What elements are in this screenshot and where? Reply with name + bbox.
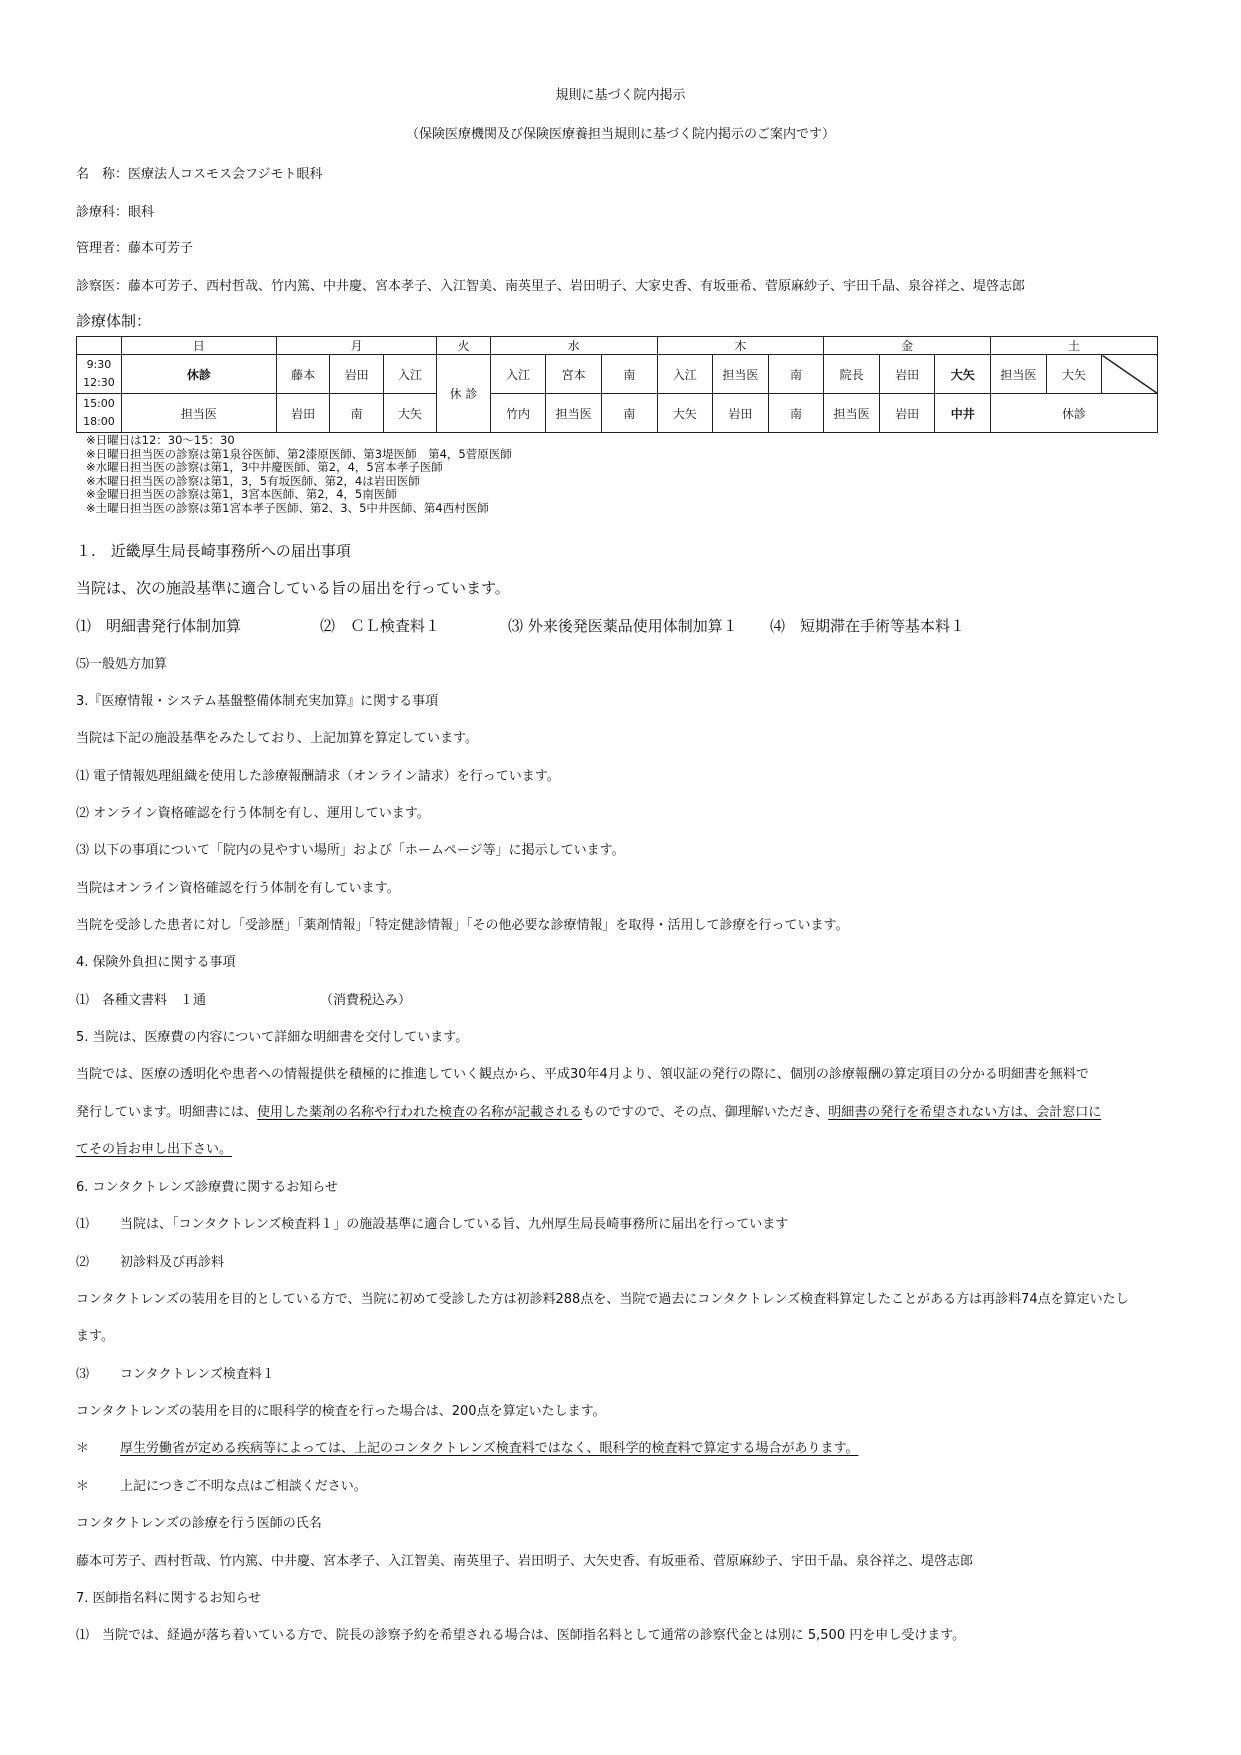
sec6-star-1: 厚生労働省が定める疾病等によっては、上記のコンタクトレンズ検査料ではなく、眼科学的検査料で算定する場合があります。	[120, 1441, 859, 1456]
thu-am-1: 入江	[657, 355, 713, 394]
wed-pm-3: 南	[601, 394, 657, 433]
sec6-star-1-mark: ＊	[76, 1441, 90, 1456]
thu-pm-2: 岩田	[713, 394, 769, 433]
sec4-item: ⑴ 各種文書料 １通	[76, 993, 207, 1008]
sec3-line-2: 当院を受診した患者に対し「受診歴」「薬剤情報」「特定健診情報」「その他必要な診療情報」を取得・活用して診療を行っています。	[76, 918, 849, 933]
sec1-item-4: ⑷ 短期滞在手術等基本料１	[770, 617, 966, 635]
mon-am-1: 藤本	[276, 355, 329, 394]
sec6-star-2: 上記につきご不明な点はご相談ください。	[120, 1479, 367, 1494]
am-time: 9:30 12:30	[77, 355, 122, 394]
wed-am-2: 宮本	[546, 355, 602, 394]
wed-am-3: 南	[601, 355, 657, 394]
mon-pm-3: 大矢	[383, 394, 436, 433]
note: ※水曜日担当医の診察は第1，3中井慶医師、第2，4，5宮本孝子医師	[86, 460, 443, 474]
thu-am-2: 担当医	[713, 355, 769, 394]
note: ※金曜日担当医の診察は第1，3宮本医師、第2，4，5南医師	[86, 487, 397, 501]
fri-am-2: 岩田	[879, 355, 935, 394]
sat-am-1: 担当医	[991, 355, 1047, 394]
wed-pm-2: 担当医	[546, 394, 602, 433]
sat-am-empty-slash	[1102, 355, 1158, 394]
sun-am: 休診	[121, 355, 276, 394]
sec5-p3: てその旨お申し出下さい。	[76, 1142, 233, 1157]
thu-pm-1: 大矢	[657, 394, 713, 433]
day-thu: 木	[657, 337, 824, 355]
fri-am-1: 院長	[824, 355, 880, 394]
mon-am-2: 岩田	[330, 355, 383, 394]
note: ※日曜日は12：30～15：30	[86, 433, 235, 447]
sec3-item-1: ⑴ 電子情報処理組織を使用した診療報酬請求（オンライン請求）を行っています。	[76, 769, 560, 784]
sec3-heading: 3.『医療情報・システム基盤整備体制充実加算』に関する事項	[76, 694, 439, 709]
sat-pm: 休診	[991, 394, 1158, 433]
day-tue: 火	[437, 337, 490, 355]
sec5-p2: 発行しています。明細書には、使用した薬剤の名称や行われた検査の名称が記載されるものですので、その点、御理解いただき、明細書の発行を希望されない方は、会計窓口に	[76, 1105, 1102, 1120]
sec6-doctors: 藤本可芳子、西村哲哉、竹内篤、中井慶、宮本孝子、入江智美、南英里子、岩田明子、大矢史香、有坂亜希、菅原麻紗子、宇田千晶、泉谷祥之、堤啓志郎	[76, 1554, 974, 1569]
sec1-item-2: ⑵ ＣＬ検査料１	[320, 617, 441, 635]
sec3-intro: 当院は下記の施設基準をみたしており、上記加算を算定しています。	[76, 731, 478, 746]
sec6-p1: コンタクトレンズの装用を目的としている方で、当院に初めて受診した方は初診料288点を、当院で過去にコンタクトレンズ検査料算定したことがある方は再診料74点を算定いたし	[76, 1292, 1129, 1307]
clinic-doctors: 診察医：藤本可芳子、西村哲哉、竹内篤、中井慶、宮本孝子、入江智美、南英里子、岩田明子、大家史香、有坂亜希、菅原麻紗子、宇田千晶、泉谷祥之、堤啓志郎	[76, 279, 1026, 294]
note: ※木曜日担当医の診察は第1，3，5有坂医師、第2，4は岩田医師	[86, 473, 420, 488]
sec6-doctors-heading: コンタクトレンズの診療を行う医師の氏名	[76, 1516, 322, 1531]
thu-pm-3: 南	[768, 394, 824, 433]
fri-pm-1: 担当医	[824, 394, 880, 433]
mon-pm-1: 岩田	[276, 394, 329, 433]
sec4-heading: 4. 保険外負担に関する事項	[76, 955, 236, 970]
sec5-heading: 5. 当院は、医療費の内容について詳細な明細書を交付しています。	[76, 1030, 469, 1045]
schedule-notes	[86, 434, 512, 515]
sec5-p1: 当院では、医療の透明化や患者への情報提供を積極的に推進していく観点から、平成30年4月より、領収証の発行の際に、個別の診療報酬の算定項目の分かる明細書を無料で	[76, 1067, 1089, 1082]
sec6-item-1-num: ⑴	[76, 1217, 90, 1232]
wed-am-1: 入江	[490, 355, 546, 394]
day-mon: 月	[276, 337, 436, 355]
tue-closed: 休 診	[437, 355, 490, 433]
wed-pm-1: 竹内	[490, 394, 546, 433]
mon-am-3: 入江	[383, 355, 436, 394]
mon-pm-2: 南	[330, 394, 383, 433]
sec6-item-3-num: ⑶	[76, 1367, 90, 1382]
day-sat: 土	[991, 337, 1158, 355]
sec6-item-2: 初診料及び再診料	[120, 1255, 225, 1270]
fri-pm-3: 中井	[935, 394, 991, 433]
sat-am-2: 大矢	[1046, 355, 1102, 394]
page-title: 規則に基づく院内掲示	[555, 88, 686, 103]
sec3-line-1: 当院はオンライン資格確認を行う体制を有しています。	[76, 881, 400, 896]
schedule-table	[76, 336, 1158, 433]
sec4-tax: （消費税込み）	[320, 993, 412, 1008]
pm-time: 15:00 18:00	[77, 394, 122, 433]
sec1-intro: 当院は、次の施設基準に適合している旨の届出を行っています。	[76, 579, 510, 597]
sec1-item-1: ⑴ 明細書発行体制加算	[76, 617, 242, 635]
corner-cell	[77, 337, 122, 355]
fri-am-3: 大矢	[935, 355, 991, 394]
clinic-name: 名 称：医療法人コスモス会フジモト眼科	[76, 167, 323, 182]
page-subtitle: （保険医療機関及び保険医療養担当規則に基づく院内掲示のご案内です）	[405, 127, 835, 142]
sun-pm: 担当医	[121, 394, 276, 433]
sec6-item-3: コンタクトレンズ検査料１	[120, 1367, 275, 1382]
sec3-item-3: ⑶ 以下の事項について「院内の見やすい場所」および「ホームページ等」に掲示しています。	[76, 843, 625, 858]
clinic-admin: 管理者：藤本可芳子	[76, 241, 194, 256]
note: ※土曜日担当医の診察は第1宮本孝子医師、第2、3、5中井医師、第4西村医師	[86, 500, 489, 515]
clinic-dept: 診療科：眼科	[76, 205, 155, 220]
sec6-item-2-num: ⑵	[76, 1255, 90, 1270]
sec7-item: ⑴ 当院では、経過が落ち着いている方で、院長の診察予約を希望される場合は、医師指名料として通常の診察代金とは別に 5,500 円を申し受けます。	[76, 1628, 966, 1643]
sec6-p3: コンタクトレンズの装用を目的に眼科学的検査を行った場合は、200点を算定いたします。	[76, 1404, 606, 1419]
thu-am-3: 南	[768, 355, 824, 394]
sec3-item-2: ⑵ オンライン資格確認を行う体制を有し、運用しています。	[76, 806, 430, 821]
sec6-item-1: 当院は、「コンタクトレンズ検査料１」の施設基準に適合している旨、九州厚生局長崎事務所に届出を行っています	[120, 1217, 789, 1232]
sec6-star-2-mark: ＊	[76, 1479, 90, 1494]
note: ※日曜日担当医の診察は第1泉谷医師、第2漆原医師、第3堤医師 第4，5菅原医師	[86, 446, 512, 461]
sec6-heading: 6. コンタクトレンズ診療費に関するお知らせ	[76, 1180, 338, 1195]
sec1-item-5: ⑸一般処方加算	[76, 657, 168, 672]
sec1-heading: １. 近畿厚生局長崎事務所への届出事項	[76, 542, 351, 560]
schedule-heading: 診療体制：	[76, 312, 152, 330]
day-wed: 水	[490, 337, 657, 355]
sec1-item-3: ⑶ 外来後発医薬品使用体制加算１	[508, 617, 738, 635]
sec6-p2: ます。	[76, 1329, 114, 1344]
sec7-heading: 7. 医師指名料に関するお知らせ	[76, 1591, 262, 1606]
day-sun: 日	[121, 337, 276, 355]
day-fri: 金	[824, 337, 991, 355]
fri-pm-2: 岩田	[879, 394, 935, 433]
